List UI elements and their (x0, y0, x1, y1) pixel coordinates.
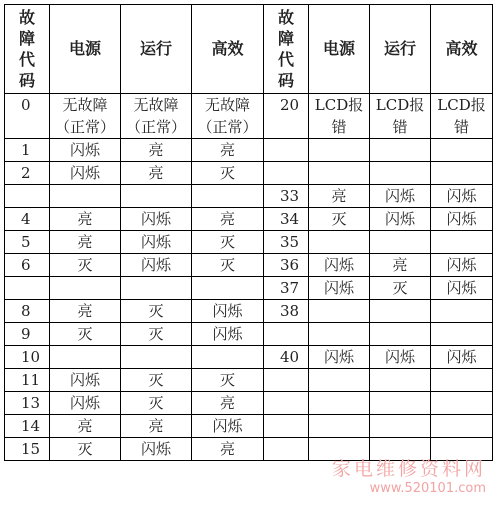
right-code-cell: 33 (264, 185, 309, 208)
right-efficiency-cell (431, 438, 493, 461)
right-efficiency-cell (431, 323, 493, 346)
right-efficiency-cell (431, 231, 493, 254)
right-efficiency-cell: 闪烁 (431, 208, 493, 231)
right-run-cell: 闪烁 (370, 208, 431, 231)
right-code-cell: 35 (264, 231, 309, 254)
left-power-cell: 无故障（正常） (50, 94, 121, 139)
right-power-cell: 闪烁 (309, 346, 370, 369)
table-row (5, 415, 493, 438)
left-code-cell: 5 (5, 231, 50, 254)
right-run-cell (370, 300, 431, 323)
right-power-cell (309, 392, 370, 415)
left-run-cell: 闪烁 (121, 254, 192, 277)
left-efficiency-cell: 灭 (192, 162, 264, 185)
table-row (5, 369, 493, 392)
left-run-cell: 灭 (121, 392, 192, 415)
right-code-cell: 37 (264, 277, 309, 300)
right-power-cell: LCD报错 (309, 94, 370, 139)
right-run-cell (370, 139, 431, 162)
left-run-cell (121, 277, 192, 300)
right-efficiency-cell (431, 139, 493, 162)
left-power-cell (50, 346, 121, 369)
header-code-left: 故 障 代 码 (5, 5, 50, 94)
left-code-cell (5, 277, 50, 300)
left-efficiency-cell: 灭 (192, 231, 264, 254)
right-power-cell: 闪烁 (309, 254, 370, 277)
table-row (5, 346, 493, 369)
right-code-cell: 20 (264, 94, 309, 139)
left-run-cell: 灭 (121, 323, 192, 346)
left-power-cell: 亮 (50, 300, 121, 323)
left-code-cell: 11 (5, 369, 50, 392)
right-efficiency-cell: 闪烁 (431, 277, 493, 300)
left-run-cell: 亮 (121, 162, 192, 185)
right-efficiency-cell: 闪烁 (431, 185, 493, 208)
right-power-cell (309, 162, 370, 185)
header-run-right: 运行 (370, 5, 431, 94)
right-power-cell: 闪烁 (309, 277, 370, 300)
left-run-cell (121, 346, 192, 369)
left-run-cell: 闪烁 (121, 231, 192, 254)
left-power-cell: 闪烁 (50, 392, 121, 415)
right-power-cell (309, 231, 370, 254)
left-efficiency-cell: 闪烁 (192, 323, 264, 346)
right-run-cell (370, 415, 431, 438)
table-row (5, 323, 493, 346)
right-efficiency-cell (431, 392, 493, 415)
right-run-cell: LCD报错 (370, 94, 431, 139)
fault-code-sheet (4, 4, 492, 510)
header-efficiency-right: 高效 (431, 5, 493, 94)
table-row (5, 392, 493, 415)
table-row (5, 185, 493, 208)
left-efficiency-cell (192, 277, 264, 300)
table-row (5, 277, 493, 300)
right-run-cell (370, 231, 431, 254)
right-code-cell (264, 139, 309, 162)
right-power-cell: 灭 (309, 208, 370, 231)
header-power-left: 电源 (50, 5, 121, 94)
left-code-cell: 4 (5, 208, 50, 231)
left-code-cell: 1 (5, 139, 50, 162)
right-code-cell (264, 162, 309, 185)
right-power-cell (309, 369, 370, 392)
left-code-cell: 10 (5, 346, 50, 369)
right-run-cell: 闪烁 (370, 346, 431, 369)
fault-code-table (4, 4, 493, 461)
left-code-cell: 0 (5, 94, 50, 139)
right-run-cell (370, 369, 431, 392)
left-power-cell: 闪烁 (50, 162, 121, 185)
table-row (5, 438, 493, 461)
left-power-cell: 亮 (50, 208, 121, 231)
left-code-cell: 9 (5, 323, 50, 346)
left-power-cell: 亮 (50, 415, 121, 438)
left-code-cell: 15 (5, 438, 50, 461)
left-run-cell: 灭 (121, 369, 192, 392)
left-code-cell: 6 (5, 254, 50, 277)
right-efficiency-cell (431, 162, 493, 185)
left-efficiency-cell: 亮 (192, 139, 264, 162)
right-run-cell (370, 392, 431, 415)
right-code-cell: 34 (264, 208, 309, 231)
right-efficiency-cell: 闪烁 (431, 346, 493, 369)
right-efficiency-cell: LCD报错 (431, 94, 493, 139)
table-row (5, 139, 493, 162)
table-row (5, 94, 493, 139)
right-power-cell (309, 139, 370, 162)
left-run-cell: 灭 (121, 300, 192, 323)
left-efficiency-cell: 亮 (192, 438, 264, 461)
left-power-cell: 灭 (50, 254, 121, 277)
right-code-cell: 38 (264, 300, 309, 323)
watermark-url: www.520101.com (369, 481, 486, 496)
right-power-cell (309, 300, 370, 323)
right-code-cell: 40 (264, 346, 309, 369)
left-code-cell: 14 (5, 415, 50, 438)
left-power-cell: 闪烁 (50, 369, 121, 392)
left-run-cell: 亮 (121, 139, 192, 162)
left-efficiency-cell (192, 346, 264, 369)
left-efficiency-cell: 无故障（正常） (192, 94, 264, 139)
right-power-cell (309, 415, 370, 438)
left-efficiency-cell: 灭 (192, 254, 264, 277)
left-power-cell: 灭 (50, 323, 121, 346)
left-efficiency-cell: 闪烁 (192, 300, 264, 323)
left-power-cell (50, 277, 121, 300)
right-efficiency-cell (431, 369, 493, 392)
right-run-cell (370, 323, 431, 346)
right-code-cell (264, 415, 309, 438)
right-code-cell (264, 392, 309, 415)
left-efficiency-cell (192, 185, 264, 208)
right-run-cell (370, 162, 431, 185)
right-efficiency-cell (431, 300, 493, 323)
right-power-cell (309, 323, 370, 346)
left-run-cell: 闪烁 (121, 438, 192, 461)
table-row (5, 231, 493, 254)
right-code-cell (264, 438, 309, 461)
header-row (5, 5, 493, 94)
right-power-cell: 亮 (309, 185, 370, 208)
header-power-right: 电源 (309, 5, 370, 94)
left-efficiency-cell: 闪烁 (192, 415, 264, 438)
table-body (5, 94, 493, 461)
header-code-right: 故 障 代 码 (264, 5, 309, 94)
left-power-cell: 灭 (50, 438, 121, 461)
right-code-cell (264, 323, 309, 346)
right-code-cell: 36 (264, 254, 309, 277)
right-power-cell (309, 438, 370, 461)
left-efficiency-cell: 亮 (192, 392, 264, 415)
right-run-cell: 闪烁 (370, 185, 431, 208)
left-run-cell: 闪烁 (121, 208, 192, 231)
left-code-cell: 8 (5, 300, 50, 323)
right-run-cell: 亮 (370, 254, 431, 277)
right-run-cell: 灭 (370, 277, 431, 300)
header-run-left: 运行 (121, 5, 192, 94)
table-row (5, 300, 493, 323)
left-code-cell (5, 185, 50, 208)
right-efficiency-cell: 闪烁 (431, 254, 493, 277)
left-power-cell: 亮 (50, 231, 121, 254)
header-efficiency-left: 高效 (192, 5, 264, 94)
left-efficiency-cell: 灭 (192, 369, 264, 392)
left-run-cell (121, 185, 192, 208)
right-run-cell (370, 438, 431, 461)
left-power-cell: 闪烁 (50, 139, 121, 162)
table-row (5, 208, 493, 231)
right-code-cell (264, 369, 309, 392)
left-run-cell: 无故障（正常） (121, 94, 192, 139)
left-power-cell (50, 185, 121, 208)
left-run-cell: 亮 (121, 415, 192, 438)
table-row (5, 254, 493, 277)
table-row (5, 162, 493, 185)
watermark-text: 家电维修资料网 (331, 458, 486, 480)
left-efficiency-cell: 亮 (192, 208, 264, 231)
left-code-cell: 13 (5, 392, 50, 415)
right-efficiency-cell (431, 415, 493, 438)
left-code-cell: 2 (5, 162, 50, 185)
